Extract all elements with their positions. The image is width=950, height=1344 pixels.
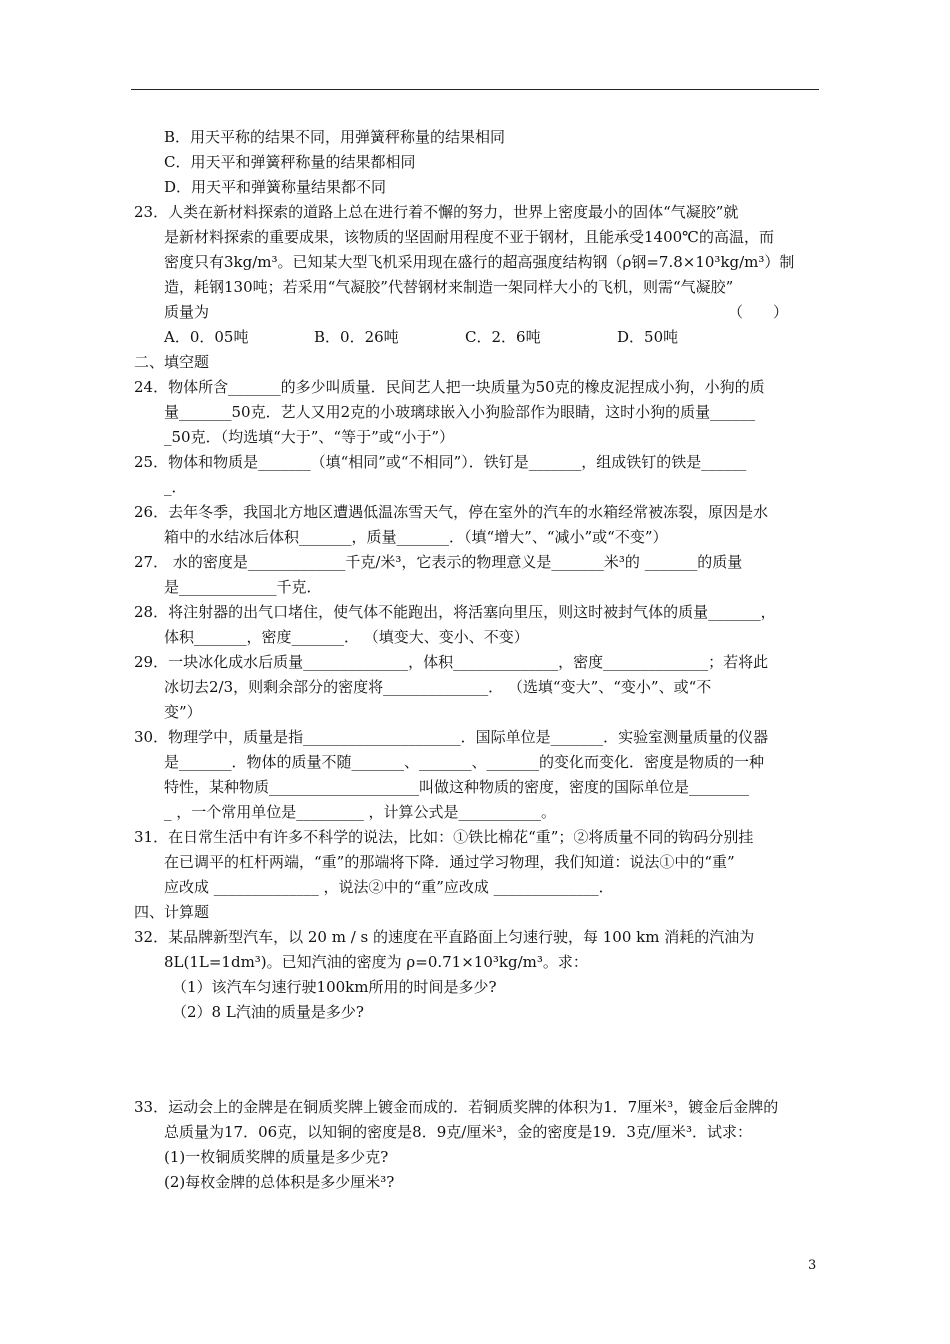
q28-line-1: 28．将注射器的出气口堵住，使气体不能跑出，将活塞向里压，则这时被封气体的质量_______， xyxy=(134,603,776,621)
q29-line-2: 冰切去2/3，则剩余部分的密度将______________． （选填“变大”、“变小”、或“不 xyxy=(164,678,712,696)
q23-line-5: 质量为 xyxy=(164,303,210,321)
q24-line-2: 量_______50克．艺人又用2克的小玻璃球嵌入小狗脸部作为眼睛，这时小狗的质量______ xyxy=(164,403,756,421)
q31-line-2: 在已调平的杠杆两端，“重”的那端将下降．通过学习物理，我们知道：说法①中的“重” xyxy=(164,853,735,871)
section-heading-calculation: 四、计算题 xyxy=(134,903,210,921)
page-number: 3 xyxy=(808,1258,817,1273)
q29-line-3: 变”） xyxy=(164,703,202,721)
q31-line-1: 31．在日常生活中有许多不科学的说法，比如：①铁比棉花“重”；②将质量不同的钩码分别挂 xyxy=(134,828,754,846)
q32-sub-1: （1）该汽车匀速行驶100km所用的时间是多少? xyxy=(172,978,497,996)
q25-line-1: 25．物体和物质是_______（填“相同”或“不相同”）．铁钉是_______，组成铁钉的铁是______ xyxy=(134,453,747,471)
q24-line-3: _50克．（均选填“大于”、“等于”或“小于”） xyxy=(164,428,455,446)
section-heading-fill-blank: 二、填空题 xyxy=(134,353,210,371)
q26-line-1: 26．去年冬季，我国北方地区遭遇低温冻雪天气，停在室外的汽车的水箱经常被冻裂，原因是水 xyxy=(134,503,769,521)
q23-line-1: 23．人类在新材料探索的道路上总在进行着不懈的努力，世界上密度最小的固体“气凝胶”就 xyxy=(134,203,739,221)
q29-line-1: 29．一块冰化成水后质量______________，体积______________，密度______________；若将此 xyxy=(134,653,769,671)
q33-line-2: 总质量为17．06克，以知铜的密度是8．9克/厘米³，金的密度是19．3克/厘米³．试求： xyxy=(164,1123,753,1141)
q22-option-b: B．用天平称的结果不同，用弹簧秤称量的结果相同 xyxy=(164,128,506,146)
q23-option-c: C．2．6吨 xyxy=(465,328,541,346)
q33-line-1: 33．运动会上的金牌是在铜质奖牌上镀金而成的．若铜质奖牌的体积为1．7厘米³，镀金后金牌的 xyxy=(134,1098,779,1116)
q23-option-a: A．0．05吨 xyxy=(164,328,249,346)
q33-sub-2: (2)每枚金牌的总体积是多少厘米³? xyxy=(164,1173,395,1191)
header-rule xyxy=(131,89,819,90)
q30-line-1: 30．物理学中，质量是指_____________________．国际单位是_______．实验室测量质量的仪器 xyxy=(134,728,769,746)
q27-line-1: 27． 水的密度是_____________千克/米³，它表示的物理意义是_______米³的 _______的质量 xyxy=(134,553,743,571)
q30-line-4: _ ，一个常用单位是_________ ，计算公式是___________。 xyxy=(164,803,557,821)
q23-option-d: D．50吨 xyxy=(617,328,679,346)
q23-option-b: B．0．26吨 xyxy=(314,328,399,346)
q32-sub-2: （2）8 L汽油的质量是多少? xyxy=(172,1003,364,1021)
q30-line-2: 是_______．物体的质量不随_______、_______、_______的变化而变化．密度是物质的一种 xyxy=(164,753,765,771)
q25-line-2: _． xyxy=(164,478,187,496)
q22-option-c: C．用天平和弹簧秤称量的结果都相同 xyxy=(164,153,416,171)
q30-line-3: 特性，某种物质____________________叫做这种物质的密度，密度的国际单位是________ xyxy=(164,778,750,796)
q23-line-3: 密度只有3kg/m³。已知某大型飞机采用现在盛行的超高强度结构钢（ρ钢=7.8×10³kg/m³）制 xyxy=(164,253,795,271)
q23-line-4: 造，耗钢130吨；若采用“气凝胶”代替钢材来制造一架同样大小的飞机，则需“气凝胶” xyxy=(164,278,734,296)
q27-line-2: 是_____________千克． xyxy=(164,578,322,596)
q24-line-1: 24．物体所含_______的多少叫质量．民间艺人把一块质量为50克的橡皮泥捏成小狗，小狗的质 xyxy=(134,378,765,396)
q31-line-3: 应改成 ______________ ，说法②中的“重”应改成 ______________． xyxy=(164,878,614,896)
q22-option-d: D．用天平和弹簧称量结果都不同 xyxy=(164,178,387,196)
q23-line-2: 是新材料探索的重要成果，该物质的坚固耐用程度不亚于钢材，且能承受1400℃的高温，而 xyxy=(164,228,774,246)
q26-line-2: 箱中的水结冰后体积_______，质量_______．（填“增大”、“减小”或“不变”） xyxy=(164,528,668,546)
q32-line-2: 8L(1L=1dm³)。已知汽油的密度为 ρ=0.71×10³kg/m³。求： xyxy=(164,953,588,971)
q28-line-2: 体积_______，密度_______． （填变大、变小、不变） xyxy=(164,628,529,646)
q32-line-1: 32．某品牌新型汽车，以 20 m / s 的速度在平直路面上匀速行驶，每 100 km 消耗的汽油为 xyxy=(134,928,755,946)
q33-sub-1: (1)一枚铜质奖牌的质量是多少克? xyxy=(164,1148,389,1166)
q23-answer-bracket: （ ） xyxy=(728,303,789,321)
